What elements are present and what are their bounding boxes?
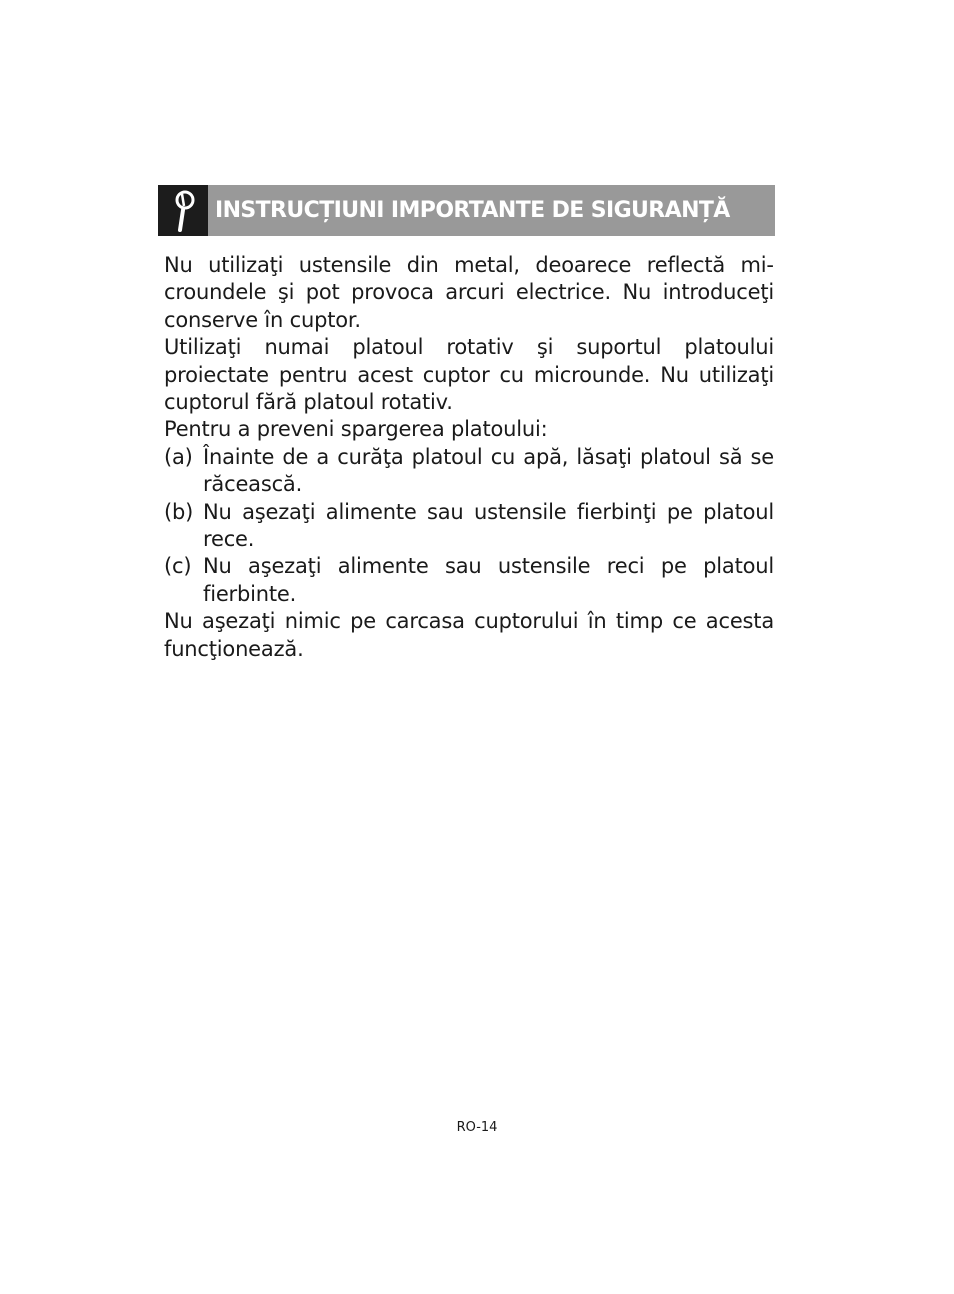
info-i-icon [158,185,208,236]
paragraph-cabinet: Nu aşezaţi nimic pe carcasa cuptorului în timp ce acesta funcţionează. [164,609,774,661]
list-item [164,553,774,608]
list-marker: (a) [164,444,193,469]
page-number: RO-14 [456,1120,498,1135]
list-text: Înainte de a curăţa platoul cu apă, lăsaţi platoul să se răcească. [203,444,774,497]
list-item [164,444,774,499]
paragraph-prevent-breakage: Pentru a preveni spargerea platoului: [164,417,548,442]
list-item [164,499,774,554]
paragraph-turntable: Utilizaţi numai platoul rotativ şi suportul platoului proiectate pentru acest cuptor cu microunde. Nu utilizaţi cuptorul fără platoul rotativ. [164,335,774,415]
section-title: INSTRUCȚIUNI IMPORTANTE DE SIGURANȚĂ [215,198,730,223]
list-marker: (b) [164,499,194,524]
list-text: Nu aşezaţi alimente sau ustensile fierbinţi pe platoul rece. [203,499,774,552]
section-header [158,185,775,236]
safety-instructions-body [164,252,774,663]
paragraph-metal-utensils: Nu utilizaţi ustensile din metal, deoarece reflectă microundele şi pot provoca arcuri electrice. Nu introduceţi conserve în cuptor. [164,253,774,332]
list-text: Nu aşezaţi alimente sau ustensile reci pe platoul fierbinte. [203,554,774,606]
list-marker: (c) [164,554,192,579]
